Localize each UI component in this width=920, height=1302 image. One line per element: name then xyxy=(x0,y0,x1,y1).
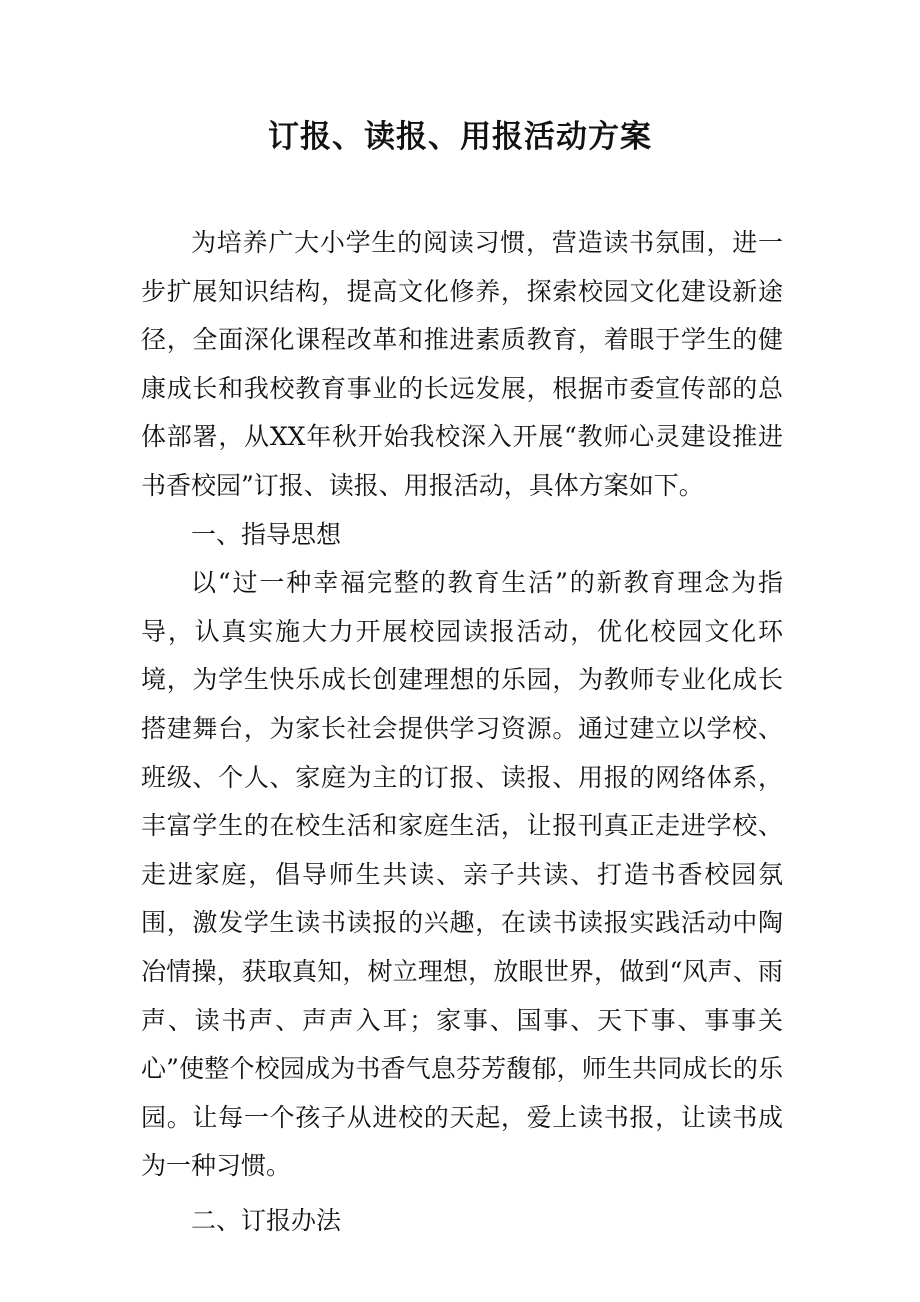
section-heading-guiding-ideology: 一、指导思想 xyxy=(191,519,342,549)
intro-paragraph: 为培养广大小学生的阅读习惯，营造读书氛围，进一步扩展知识结构，提高文化修养，探索校园文化建设新途径，全面深化课程改革和推进素质教育，着眼于学生的健康成长和我校教育事业的长远发展，根据市委宣传部的总体部署，从XX年秋开始我校深入开展“教师心灵建设推进书香校园”订报、读报、用报活动，具体方案如下。 xyxy=(141,228,783,500)
document-title: 订报、读报、用报活动方案 xyxy=(268,119,652,155)
guiding-ideology-paragraph: 以“过一种幸福完整的教育生活”的新教育理念为指导，认真实施大力开展校园读报活动，优化校园文化环境，为学生快乐成长创建理想的乐园，为教师专业化成长搭建舞台，为家长社会提供学习资源。通过建立以学校、班级、个人、家庭为主的订报、读报、用报的网络体系，丰富学生的在校生活和家庭生活，让报刊真正走进学校、走进家庭，倡导师生共读、亲子共读、打造书香校园氛围，激发学生读书读报的兴趣，在读书读报实践活动中陶冶情操，获取真知，树立理想，放眼世界，做到“风声、雨声、读书声、声声入耳；家事、国事、天下事、事事关心”使整个校园成为书香气息芬芳馥郁，师生共同成长的乐园。让每一个孩子从进校的天起，爱上读书报，让读书成为一种习惯。 xyxy=(141,568,783,1181)
document-body xyxy=(141,219,783,1245)
section-heading-subscription-method: 二、订报办法 xyxy=(191,1205,342,1235)
